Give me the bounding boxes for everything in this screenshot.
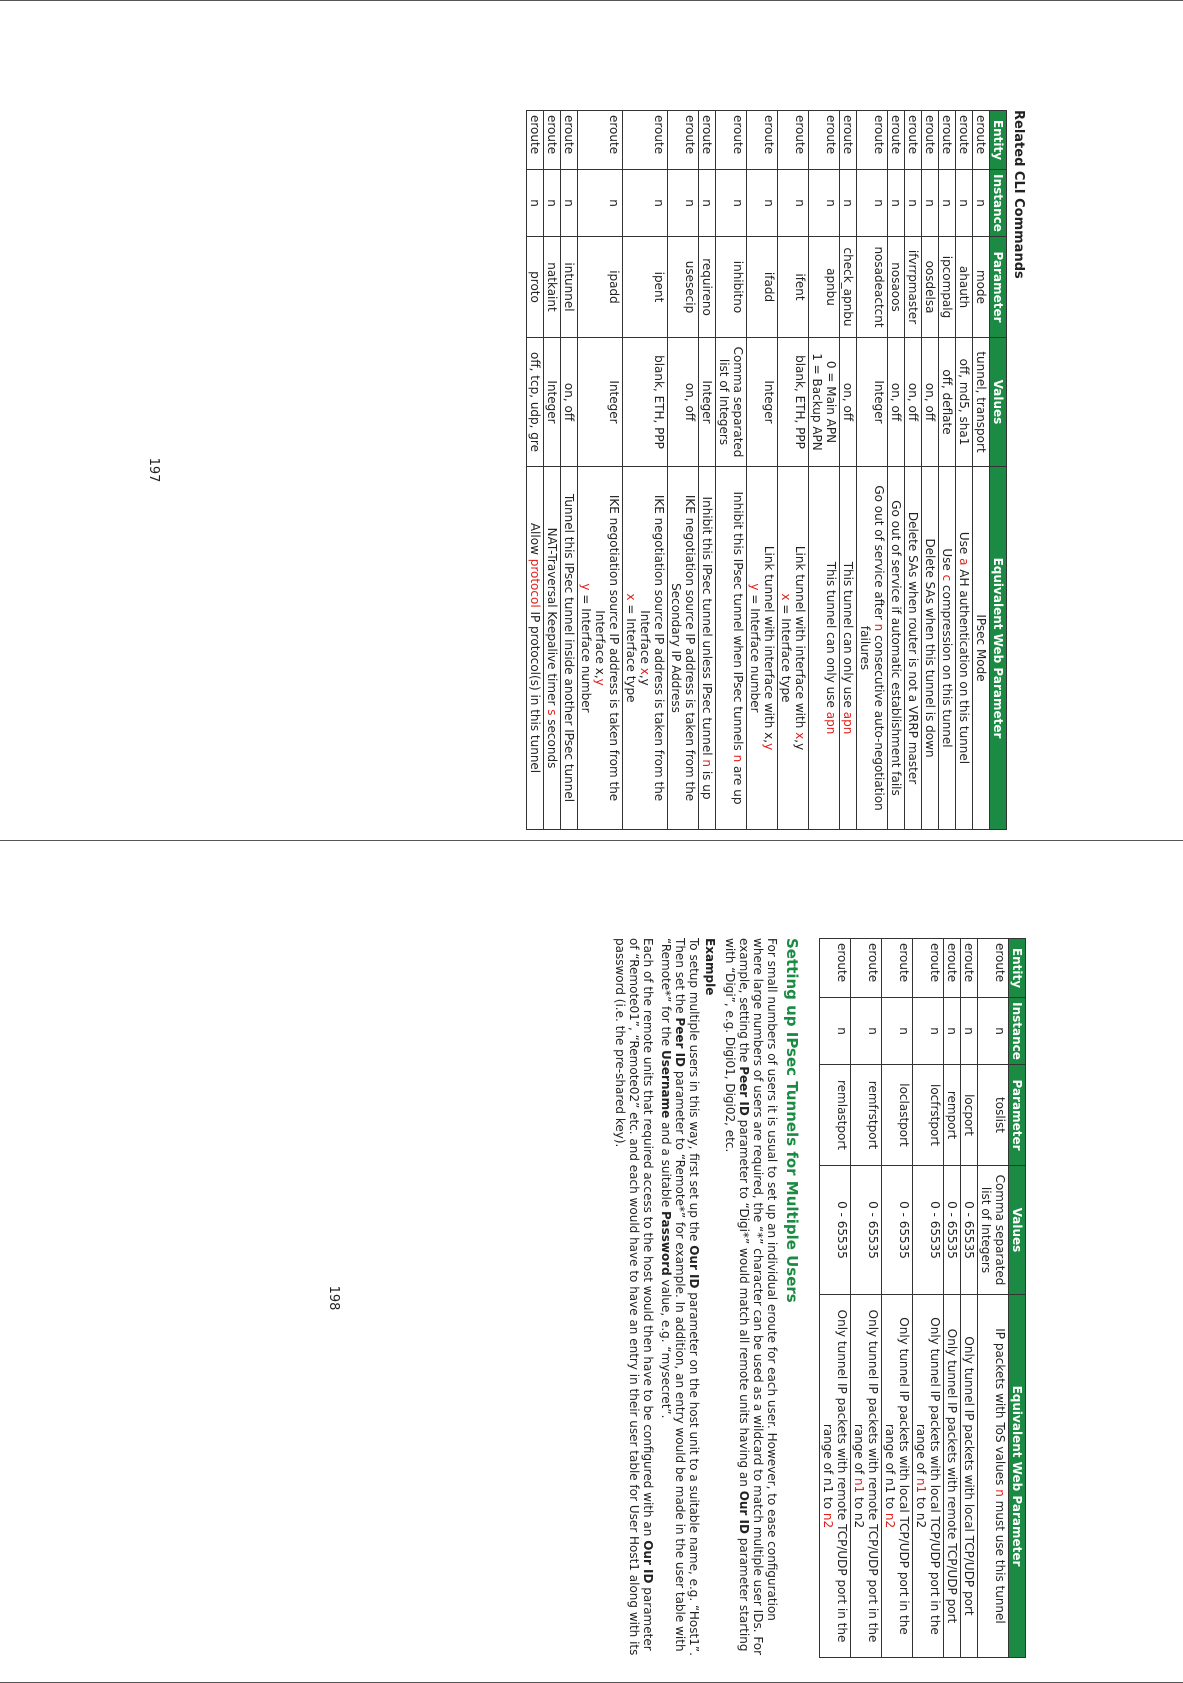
page-divider [0,840,1183,841]
cell-values: off, tcp, udp, gre [527,338,544,467]
cell-web-parameter: Use a AH authentication on this tunnel [956,467,973,830]
cell-entity: eroute [840,111,857,170]
intro-paragraph: For small numbers of users it is usual to set up an individual eroute for each user. However, to ease configuration where large numbers of users are required, the “*” character can be used as a wildcard to match multiple user IDs. For example, setting the Peer ID parameter to “Digi*” would match all remote units having an Our ID parameter starting with “Digi”, e.g. Digi01, Digi02, etc. [723,938,779,1656]
cell-parameter: ipent [623,237,668,338]
cell-parameter: remfrstport [851,1065,882,1166]
cell-entity: eroute [668,111,699,170]
cell-web-parameter: Tunnel this IPsec tunnel inside another IPsec tunnel [561,467,578,830]
cell-instance: n [668,170,699,237]
cell-parameter: requireno [699,237,716,338]
cell-instance: n [561,170,578,237]
bold-term: Our ID [641,1540,655,1584]
highlight-text: y [762,743,776,751]
header-entity: Entity [990,111,1007,170]
cell-parameter: oosdelsa [922,237,939,338]
table-row [668,111,699,830]
cell-values: 0 - 65535 [882,1166,913,1295]
cell-values: Integer [578,338,623,467]
cell-values: blank, ETH, PPP [778,338,809,467]
cli-commands-table-continued [819,938,1026,1658]
cell-entity: eroute [716,111,747,170]
cell-parameter: ahauth [956,237,973,338]
cell-instance: n [840,170,857,237]
table-row [888,111,905,830]
table-row [913,939,944,1658]
cell-values: Integer [857,338,888,467]
highlight-text: n2 [883,1512,897,1529]
cell-values: blank, ETH, PPP [623,338,668,467]
cell-web-parameter: IKE negotiation source IP address is taken from the Interface x,y x = Interface type [623,467,668,830]
section-title: Setting up IPsec Tunnels for Multiple Users [783,938,801,1303]
highlight-text: x [638,667,652,675]
related-cli-heading: Related CLI Commands [1011,110,1026,279]
bold-term: Our ID [687,1245,701,1289]
cell-entity: eroute [578,111,623,170]
cell-instance: n [809,170,840,237]
cell-parameter: check_apnbu [840,237,857,338]
cell-instance: n [956,170,973,237]
cell-instance: n [623,170,668,237]
bold-term: Password [659,1211,673,1276]
cell-instance: n [978,998,1009,1065]
cell-parameter: natkaint [544,237,561,338]
table-row [922,111,939,830]
highlight-text: n [993,1489,1007,1497]
highlight-text: n2 [821,1512,835,1529]
cell-parameter: usesecip [668,237,699,338]
table-row [956,111,973,830]
cell-parameter: ifent [778,237,809,338]
table-row [820,939,851,1658]
highlight-text: n1 [852,1477,866,1494]
cell-parameter: mode [973,237,990,338]
cell-instance: n [544,170,561,237]
table-row [840,111,857,830]
cell-web-parameter: Link tunnel with interface with x,y x = Interface type [778,467,809,830]
table-row [623,111,668,830]
cell-values: Integer [747,338,778,467]
cell-instance: n [578,170,623,237]
cell-entity: eroute [973,111,990,170]
header-web-parameter: Equivalent Web Parameter [990,467,1007,830]
table-row [944,939,961,1658]
cell-entity: eroute [922,111,939,170]
cell-entity: eroute [944,939,961,998]
bold-term: Peer ID [673,1017,687,1067]
highlight-text: x [793,732,807,740]
cell-instance: n [922,170,939,237]
header-web-parameter: Equivalent Web Parameter [1009,1295,1026,1658]
cell-instance: n [857,170,888,237]
cell-entity: eroute [857,111,888,170]
cell-values: Integer [699,338,716,467]
cell-entity: eroute [978,939,1009,998]
cell-instance: n [820,998,851,1065]
cell-web-parameter: IKE negotiation source IP address is taken from the Secondary IP Address [668,467,699,830]
cell-parameter: nosadeactcnt [857,237,888,338]
highlight-text: y [579,583,593,591]
cell-entity: eroute [561,111,578,170]
cell-entity: eroute [961,939,978,998]
example-paragraph-1: To setup multiple users in this way, first set up the Our ID parameter on the host unit to a suitable name, e.g. “Host1”. Then set the Peer ID parameter to “Remote*” for example. In addition, an entry would be made in the user table with “Remote*” for the Username and a suitable Password value, e.g. “mysecret”. [659,938,701,1656]
cell-web-parameter: Link tunnel with interface with x,y y = Interface number [747,467,778,830]
cell-instance: n [778,170,809,237]
table-row [747,111,778,830]
example-paragraph-2: Each of the remote units that required access to the host would then have to be configured with an Our ID parameter of “Remote01”, “Remote02” etc. and each would have to have an entry in their user table for User Host1 along with its password (i.e. the pre-shared key). [613,938,655,1656]
table-row [561,111,578,830]
cell-values: Integer [544,338,561,467]
page-number: 198 [326,1285,341,1311]
cell-instance: n [747,170,778,237]
cell-entity: eroute [939,111,956,170]
table-row [809,111,840,830]
cell-instance: n [716,170,747,237]
cell-instance: n [973,170,990,237]
table-row [857,111,888,830]
table-row [882,939,913,1658]
cell-entity: eroute [905,111,922,170]
cell-entity: eroute [956,111,973,170]
cell-entity: eroute [623,111,668,170]
cell-values: on, off [922,338,939,467]
cell-entity: eroute [882,939,913,998]
cell-values: on, off [668,338,699,467]
cell-instance: n [851,998,882,1065]
header-values: Values [990,338,1007,467]
cell-values: on, off [840,338,857,467]
cell-parameter: remport [944,1065,961,1166]
cell-instance: n [905,170,922,237]
table-row [973,111,990,830]
cell-values: 0 - 65535 [944,1166,961,1295]
cell-instance: n [888,170,905,237]
cell-web-parameter: This tunnel can only use apn [809,467,840,830]
cell-entity: eroute [851,939,882,998]
table-row [527,111,544,830]
cell-web-parameter: Go out of service after n consecutive auto-negotiation failures [857,467,888,830]
page-number: 197 [146,457,161,483]
table-header-row [990,111,1007,830]
bold-term: Our ID [737,1490,751,1534]
cell-entity: eroute [544,111,561,170]
table-row [544,111,561,830]
cell-web-parameter: Delete SAs when this tunnel is down [922,467,939,830]
example-heading: Example [703,938,717,996]
table-body [527,111,990,830]
cell-parameter: toslist [978,1065,1009,1166]
highlight-text: n [731,754,745,763]
cell-web-parameter: NAT-Traversal Keepalive timer s seconds [544,467,561,830]
bold-term: Peer ID [737,1066,751,1116]
cell-entity: eroute [747,111,778,170]
cell-parameter: locfrstport [913,1065,944,1166]
page-198 [326,938,1026,1658]
cell-web-parameter: Only tunnel IP packets with remote TCP/UDP port in the range of n1 to n2 [851,1295,882,1658]
table-row [716,111,747,830]
cell-values: on, off [888,338,905,467]
table-row [778,111,809,830]
table-header-row [1009,939,1026,1658]
highlight-text: x [624,593,638,601]
highlight-text: a [957,558,971,566]
highlight-text: apn [824,711,838,735]
header-parameter: Parameter [990,237,1007,338]
cell-web-parameter: Delete SAs when router is not a VRRP master [905,467,922,830]
cell-parameter: apnbu [809,237,840,338]
table-body [820,939,1009,1658]
cell-web-parameter: Only tunnel IP packets with local TCP/UDP port in the range of n1 to n2 [913,1295,944,1658]
cell-instance: n [961,998,978,1065]
cell-entity: eroute [527,111,544,170]
table-row [578,111,623,830]
cell-web-parameter: IPsec Mode [973,467,990,830]
header-entity: Entity [1009,939,1026,998]
cell-web-parameter: Allow protocol IP protocol(s) in this tunnel [527,467,544,830]
cell-instance: n [939,170,956,237]
highlight-text: n [872,623,886,632]
cell-web-parameter: IP packets with ToS values n must use this tunnel [978,1295,1009,1658]
highlight-text: n1 [914,1477,928,1494]
highlight-text: protocol [528,558,542,608]
cell-web-parameter: Only tunnel IP packets with remote TCP/UDP port [944,1295,961,1658]
cell-values: Comma separated list of Integers [978,1166,1009,1295]
cell-parameter: nosaoos [888,237,905,338]
cell-parameter: proto [527,237,544,338]
cell-web-parameter: Only tunnel IP packets with local TCP/UDP port in the range of n1 to n2 [882,1295,913,1658]
cell-values: on, off [905,338,922,467]
header-instance: Instance [990,170,1007,237]
cell-parameter: ipadd [578,237,623,338]
cell-values: 0 = Main APN 1 = Backup APN [809,338,840,467]
cell-entity: eroute [778,111,809,170]
cell-web-parameter: Only tunnel IP packets with local TCP/UDP port [961,1295,978,1658]
header-values: Values [1009,1166,1026,1295]
cell-parameter: loclastport [882,1065,913,1166]
cell-parameter: intunnel [561,237,578,338]
highlight-text: apn [841,711,855,735]
cell-values: 0 - 65535 [820,1166,851,1295]
page-divider [0,0,1183,1]
cell-values: off, deflate [939,338,956,467]
highlight-text: y [748,583,762,591]
cell-instance: n [527,170,544,237]
cell-parameter: inhibitno [716,237,747,338]
highlight-text: c [940,574,954,582]
table-row [851,939,882,1658]
cell-parameter: ipcompalg [939,237,956,338]
cell-entity: eroute [888,111,905,170]
cell-web-parameter: Inhibit this IPsec tunnel unless IPsec tunnel n is up [699,467,716,830]
highlight-text: y [593,678,607,686]
cell-parameter: ifvrrpmaster [905,237,922,338]
cell-values: 0 - 65535 [851,1166,882,1295]
cell-values: 0 - 65535 [913,1166,944,1295]
table-row [699,111,716,830]
cell-instance: n [944,998,961,1065]
cell-web-parameter: Go out of service if automatic establishment fails [888,467,905,830]
cell-instance: n [913,998,944,1065]
cell-web-parameter: Inhibit this IPsec tunnel when IPsec tunnels n are up [716,467,747,830]
cli-commands-table [526,110,1007,830]
highlight-text: n [700,759,714,767]
cell-web-parameter: This tunnel can only use apn [840,467,857,830]
page-197 [146,110,1026,830]
cell-entity: eroute [913,939,944,998]
header-instance: Instance [1009,998,1026,1065]
cell-instance: n [699,170,716,237]
cell-values: off, md5, sha1 [956,338,973,467]
table-row [905,111,922,830]
bold-term: Username [659,1050,673,1119]
cell-parameter: locport [961,1065,978,1166]
cell-web-parameter: IKE negotiation source IP address is taken from the Interface x,y y = Interface number [578,467,623,830]
cell-entity: eroute [809,111,840,170]
cell-web-parameter: Only tunnel IP packets with remote TCP/UDP port in the range of n1 to n2 [820,1295,851,1658]
cell-values: on, off [561,338,578,467]
cell-values: 0 - 65535 [961,1166,978,1295]
highlight-text: x [779,593,793,601]
cell-parameter: ifadd [747,237,778,338]
table-row [961,939,978,1658]
cell-web-parameter: Use c compression on this tunnel [939,467,956,830]
header-parameter: Parameter [1009,1065,1026,1166]
cell-entity: eroute [699,111,716,170]
cell-values: Comma separated list of Integers [716,338,747,467]
cell-values: tunnel, transport [973,338,990,467]
table-row [978,939,1009,1658]
cell-parameter: remlastport [820,1065,851,1166]
highlight-text: s [545,709,559,716]
table-row [939,111,956,830]
cell-entity: eroute [820,939,851,998]
cell-instance: n [882,998,913,1065]
